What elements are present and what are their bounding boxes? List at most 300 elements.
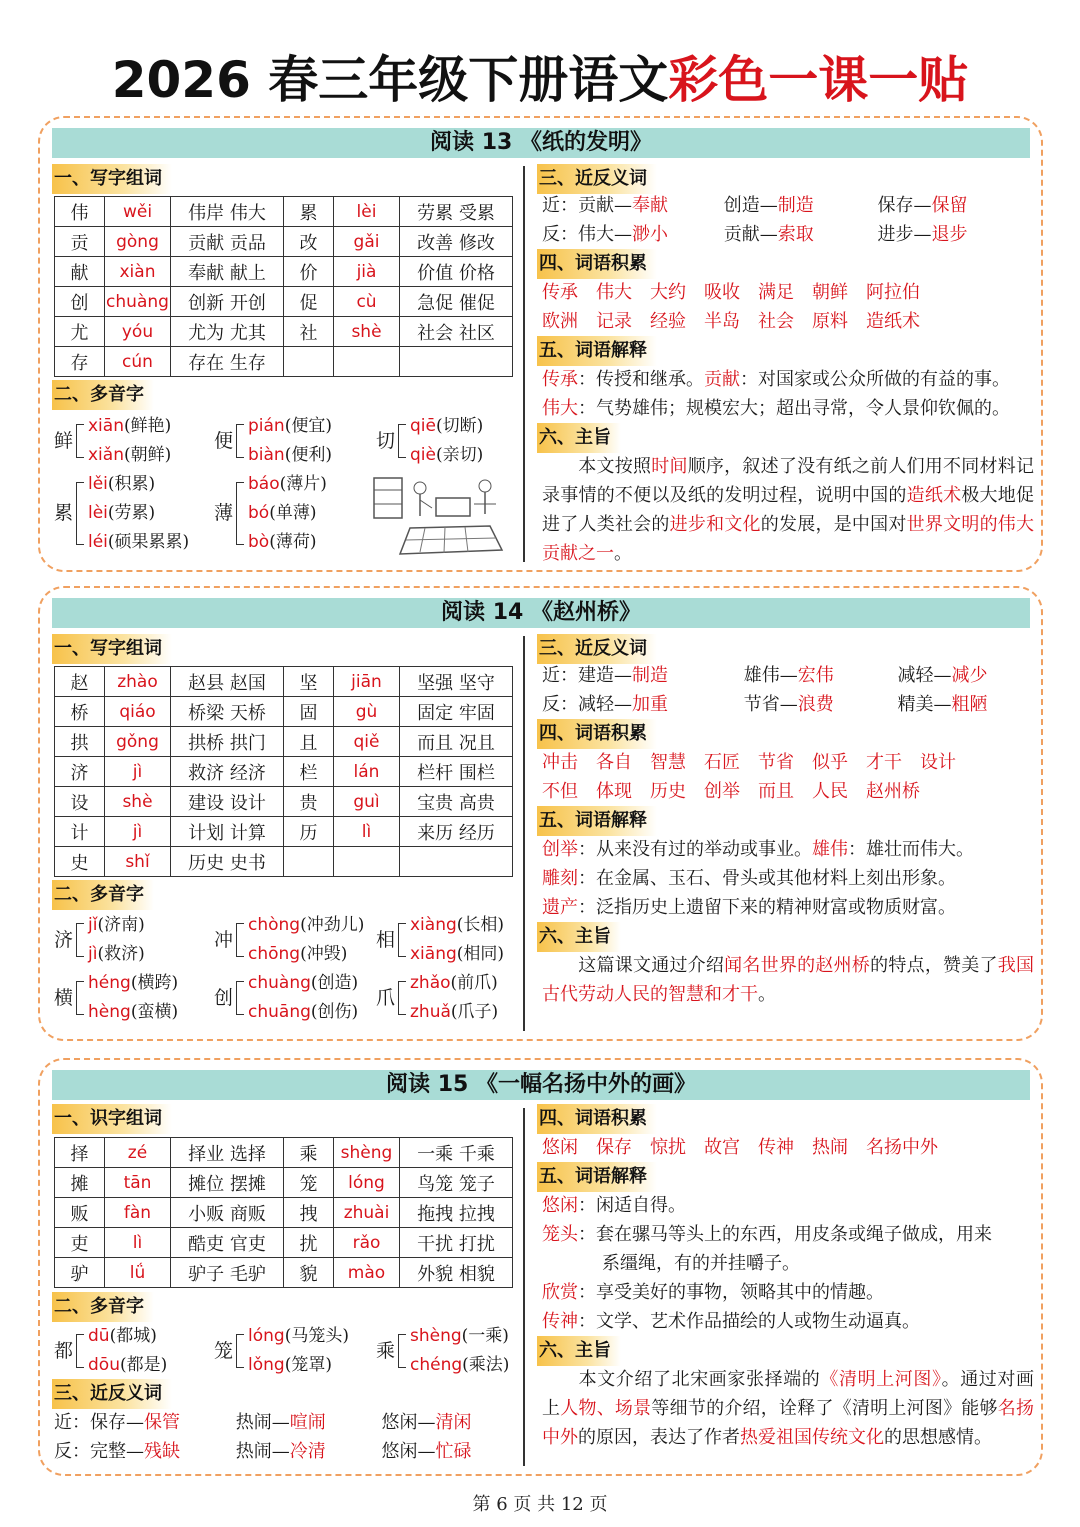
polyphone-reading: [248, 911, 364, 940]
example-word: (朝鲜): [123, 445, 172, 465]
table-row: [55, 1198, 513, 1228]
antonym-words: 反：完整—残缺 热闹—冷清 悠闲—忙碌: [54, 1441, 472, 1462]
polyphone-group: [376, 1322, 546, 1380]
polyphone-group: [376, 412, 546, 470]
pinyin-cell: qiáo: [105, 697, 171, 727]
polyphone-char: 济: [54, 928, 74, 951]
explain-line: 伟大：气势雄伟；规模宏大；超出寻常，令人景仰钦佩的。: [542, 398, 1010, 419]
pinyin-cell: lǘ: [105, 1258, 171, 1288]
pinyin-cell: chuàng: [105, 287, 171, 317]
title-black: 2026 春三年级下册语文: [111, 51, 669, 109]
accumulate-row: [542, 748, 974, 777]
words-cell: 固定 牢固: [400, 697, 513, 727]
char-cell: 价: [284, 257, 334, 287]
char-cell: 貌: [284, 1258, 334, 1288]
table-row: [55, 757, 513, 787]
example-word: (薄荷): [269, 532, 317, 552]
write-table: [54, 1137, 513, 1288]
example-word: (长相): [456, 915, 505, 935]
char-cell: 固: [284, 697, 334, 727]
words-cell: 择业 选择: [171, 1138, 284, 1168]
words-cell: 劳累 受累: [400, 197, 513, 227]
polyphone-reading: [88, 528, 189, 557]
pinyin: hèng: [88, 1002, 131, 1022]
vocab-word: 人民: [812, 781, 848, 802]
vocab-word: 传承: [542, 282, 578, 303]
section-accumulate: 四、词语积累: [537, 719, 657, 749]
char-cell: 社: [284, 317, 334, 347]
title-red: 彩色一课一贴: [668, 51, 969, 109]
words-cell: 干扰 打扰: [400, 1228, 513, 1258]
vocab-word: 名扬中外: [866, 1137, 938, 1158]
write-table: [54, 666, 513, 877]
char-cell: 济: [55, 757, 105, 787]
write-table: [54, 196, 513, 377]
section-polyphone: 二、多音字: [52, 1292, 154, 1322]
pinyin-cell: yóu: [105, 317, 171, 347]
pinyin-cell: zhuài: [334, 1198, 400, 1228]
vocab-word: 石匠: [704, 752, 740, 773]
polyphone-char: 横: [54, 986, 74, 1009]
example-word: (创伤): [310, 1002, 359, 1022]
table-row: [55, 667, 513, 697]
words-cell: 酷吏 官吏: [171, 1228, 284, 1258]
pinyin-cell: [334, 347, 400, 377]
polyphone-reading: [410, 441, 483, 470]
words-cell: 宝贵 高贵: [400, 787, 513, 817]
words-cell: 栏杆 围栏: [400, 757, 513, 787]
pinyin-cell: xiàn: [105, 257, 171, 287]
example-word: (笼罩): [284, 1355, 332, 1375]
vocab-word: 设计: [920, 752, 956, 773]
polyphone-char: 累: [54, 502, 74, 524]
polyphone-reading: [248, 412, 332, 441]
section-explain: 五、词语解释: [537, 806, 657, 836]
vocab-word: 记录: [596, 311, 632, 332]
pinyin-cell: zé: [105, 1138, 171, 1168]
pinyin: chuāng: [248, 1002, 311, 1022]
polyphone-reading: [248, 528, 316, 557]
char-cell: 笼: [284, 1168, 334, 1198]
polyphone-reading: [248, 940, 347, 969]
pinyin-cell: gòng: [105, 227, 171, 257]
example-word: (积累): [107, 474, 156, 494]
lesson-banner: 阅读 14 《赵州桥》: [52, 598, 1030, 628]
char-cell: 赵: [55, 667, 105, 697]
words-cell: 创新 开创: [171, 287, 284, 317]
example-word: (亲切): [435, 445, 484, 465]
vocab-word: 悠闲: [542, 1137, 578, 1158]
brace-icon: [398, 424, 406, 458]
char-cell: 尤: [55, 317, 105, 347]
polyphone-reading: [88, 441, 171, 470]
pinyin-cell: shè: [334, 317, 400, 347]
lesson-banner: 阅读 15 《一幅名扬中外的画》: [52, 1070, 1030, 1100]
pinyin-cell: jì: [105, 817, 171, 847]
polyphone-reading: [248, 470, 327, 499]
pinyin: zhuǎ: [410, 1002, 451, 1022]
polyphone-group: [214, 969, 384, 1027]
vocab-word: 似乎: [812, 752, 848, 773]
vocab-word: 大约: [650, 282, 686, 303]
table-row: [55, 727, 513, 757]
example-word: (都城): [109, 1326, 157, 1346]
polyphone-group: [376, 969, 546, 1027]
vocab-word: 冲击: [542, 752, 578, 773]
words-cell: 救济 经济: [171, 757, 284, 787]
brace-icon: [76, 1334, 84, 1368]
pinyin: chuàng: [248, 973, 311, 993]
char-cell: 促: [284, 287, 334, 317]
polyphone-group: [54, 1322, 224, 1380]
pinyin-cell: fàn: [105, 1198, 171, 1228]
pinyin-cell: lì: [334, 817, 400, 847]
polyphone-char: 乘: [376, 1339, 396, 1362]
vocab-word: 历史: [650, 781, 686, 802]
table-row: [55, 197, 513, 227]
pinyin-cell: lán: [334, 757, 400, 787]
polyphone-reading: [88, 998, 178, 1027]
table-row: [55, 1168, 513, 1198]
accumulate-row: [542, 1133, 956, 1162]
brace-icon: [398, 981, 406, 1015]
antonym-words: 反：减轻—加重 节省—浪费 精美—粗陋: [542, 694, 988, 715]
polyphone-group: [54, 470, 224, 557]
brace-icon: [236, 981, 244, 1015]
pinyin: qiē: [410, 416, 436, 436]
brace-icon: [398, 1334, 406, 1368]
near-words: 近：保存—保管 热闹—喧闹 悠闲—清闲: [54, 1412, 472, 1433]
table-row: [55, 697, 513, 727]
accumulate-row: [542, 307, 938, 336]
polyphone-reading: [88, 940, 145, 969]
pinyin: chéng: [410, 1355, 463, 1375]
section-theme: 六、主旨: [537, 922, 621, 952]
polyphone-reading: [248, 499, 316, 528]
polyphone-reading: [410, 1322, 509, 1351]
table-row: [55, 287, 513, 317]
example-word: (乘法): [462, 1355, 510, 1375]
char-cell: 设: [55, 787, 105, 817]
pinyin-cell: shèng: [334, 1138, 400, 1168]
pinyin-cell: cù: [334, 287, 400, 317]
explain-line: 传神：文学、艺术作品描绘的人或物生动逼真。: [542, 1311, 920, 1332]
words-cell: [400, 847, 513, 877]
pinyin-cell: shǐ: [105, 847, 171, 877]
polyphone-reading: [410, 969, 498, 998]
explain-line: 遗产：泛指历史上遗留下来的精神财富或物质财富。: [542, 897, 956, 918]
table-row: [55, 257, 513, 287]
brace-icon: [398, 923, 406, 957]
char-cell: 计: [55, 817, 105, 847]
explain-line-cont: 系缰绳，有的并挂嚼子。: [602, 1253, 800, 1274]
polyphone-reading: [88, 1351, 167, 1380]
vocab-word: 欧洲: [542, 311, 578, 332]
vocab-word: 朝鲜: [812, 282, 848, 303]
pinyin-cell: guì: [334, 787, 400, 817]
vocab-word: 各自: [596, 752, 632, 773]
vocab-word: 保存: [596, 1137, 632, 1158]
char-cell: 栏: [284, 757, 334, 787]
polyphone-group: [54, 412, 224, 470]
theme-paragraph: 本文介绍了北宋画家张择端的《清明上河图》。通过对画上人物、场景等细节的介绍，诠释了《清明上河图》能够名扬中外的原因，表达了作者热爱祖国传统文化的思想感情。: [542, 1369, 1035, 1448]
char-cell: 伟: [55, 197, 105, 227]
words-cell: 鸟笼 笼子: [400, 1168, 513, 1198]
char-cell: 吏: [55, 1228, 105, 1258]
accumulate-row: [542, 278, 938, 307]
example-word: (便宜): [284, 416, 332, 436]
pinyin-cell: rǎo: [334, 1228, 400, 1258]
pinyin: qiè: [410, 445, 436, 465]
section-write: 一、写字组词: [52, 634, 172, 664]
lesson-banner: 阅读 13 《纸的发明》: [52, 128, 1030, 158]
polyphone-reading: [248, 969, 358, 998]
example-word: (便利): [284, 445, 332, 465]
explain-line: 笼头：套在骡马等头上的东西，用皮条或绳子做成，用来: [542, 1224, 992, 1245]
vocab-word: 半岛: [704, 311, 740, 332]
example-word: (蛮横): [130, 1002, 179, 1022]
pinyin: lǒng: [248, 1355, 285, 1375]
brace-icon: [236, 923, 244, 957]
explain-line: 悠闲：闲适自得。: [542, 1195, 686, 1216]
vocab-word: 节省: [758, 752, 794, 773]
pinyin-cell: zhào: [105, 667, 171, 697]
vocab-word: 伟大: [596, 282, 632, 303]
vocab-word: 智慧: [650, 752, 686, 773]
table-row: [55, 817, 513, 847]
lesson-card-15: [38, 1058, 1043, 1476]
char-cell: 存: [55, 347, 105, 377]
example-word: (鲜艳): [123, 416, 172, 436]
words-cell: 急促 催促: [400, 287, 513, 317]
section-synonym: 三、近反义词: [537, 164, 657, 194]
example-word: (横跨): [130, 973, 179, 993]
brace-icon: [236, 1334, 244, 1368]
table-row: [55, 1258, 513, 1288]
brace-icon: [76, 482, 84, 545]
polyphone-group: [214, 911, 384, 969]
pinyin: lèi: [88, 503, 108, 523]
char-cell: 择: [55, 1138, 105, 1168]
char-cell: 且: [284, 727, 334, 757]
polyphone-char: 便: [214, 429, 234, 452]
vocab-word: 惊扰: [650, 1137, 686, 1158]
pinyin: xiàng: [410, 915, 457, 935]
example-word: (马笼头): [284, 1326, 349, 1346]
words-cell: 历史 史书: [171, 847, 284, 877]
brace-icon: [76, 923, 84, 957]
char-cell: 扰: [284, 1228, 334, 1258]
polyphone-char: 笼: [214, 1339, 234, 1362]
pinyin-cell: gǒng: [105, 727, 171, 757]
section-explain: 五、词语解释: [537, 336, 657, 366]
pinyin: héng: [88, 973, 131, 993]
section-polyphone: 二、多音字: [52, 880, 154, 910]
pinyin: lóng: [248, 1326, 285, 1346]
table-row: [55, 1228, 513, 1258]
section-synonym: 三、近反义词: [537, 634, 657, 664]
words-cell: [400, 347, 513, 377]
pinyin-cell: lóng: [334, 1168, 400, 1198]
section-polyphone: 二、多音字: [52, 380, 154, 410]
accumulate-row: [542, 777, 938, 806]
vocab-word: 故宫: [704, 1137, 740, 1158]
section-write: 一、写字组词: [52, 164, 172, 194]
polyphone-reading: [88, 470, 155, 499]
polyphone-group: [54, 969, 224, 1027]
words-cell: 拱桥 拱门: [171, 727, 284, 757]
pinyin-cell: lèi: [334, 197, 400, 227]
antonym-words: 反：伟大—渺小 贡献—索取 进步—退步: [542, 224, 968, 245]
char-cell: 乘: [284, 1138, 334, 1168]
section-write: 一、识字组词: [52, 1104, 172, 1134]
words-cell: 存在 生存: [171, 347, 284, 377]
near-words: 近：贡献—奉献 创造—制造 保存—保留: [542, 195, 968, 216]
words-cell: 一乘 千乘: [400, 1138, 513, 1168]
brace-icon: [76, 981, 84, 1015]
pinyin-cell: tān: [105, 1168, 171, 1198]
char-cell: 改: [284, 227, 334, 257]
char-cell: 坚: [284, 667, 334, 697]
explain-line: 雕刻：在金属、玉石、骨头或其他材料上刻出形象。: [542, 868, 956, 889]
pinyin: bó: [248, 503, 270, 523]
pinyin: dū: [88, 1326, 110, 1346]
column-divider: [523, 166, 525, 562]
section-accumulate: 四、词语积累: [537, 249, 657, 279]
example-word: (冲毁): [300, 944, 348, 964]
example-word: (爪子): [450, 1002, 499, 1022]
pinyin: báo: [248, 474, 280, 494]
polyphone-char: 相: [376, 928, 396, 951]
words-cell: 伟岸 伟大: [171, 197, 284, 227]
table-row: [55, 787, 513, 817]
words-cell: 计划 计算: [171, 817, 284, 847]
papermaking-illustration-icon: [370, 468, 510, 558]
pinyin-cell: jiān: [334, 667, 400, 697]
vocab-word: 原料: [812, 311, 848, 332]
words-cell: 价值 价格: [400, 257, 513, 287]
example-word: (创造): [310, 973, 359, 993]
vocab-word: 经验: [650, 311, 686, 332]
words-cell: 坚强 坚守: [400, 667, 513, 697]
char-cell: 桥: [55, 697, 105, 727]
pinyin-cell: jì: [105, 757, 171, 787]
char-cell: 累: [284, 197, 334, 227]
polyphone-char: 冲: [214, 928, 234, 951]
vocab-word: 吸收: [704, 282, 740, 303]
table-row: [55, 847, 513, 877]
table-row: [55, 1138, 513, 1168]
example-word: (切断): [435, 416, 484, 436]
words-cell: 外貌 相貌: [400, 1258, 513, 1288]
section-synonym: 三、近反义词: [52, 1379, 172, 1409]
pinyin: léi: [88, 532, 108, 552]
explain-line: 欣赏：享受美好的事物，领略其中的情趣。: [542, 1282, 884, 1303]
char-cell: 贩: [55, 1198, 105, 1228]
example-word: (都是): [119, 1355, 168, 1375]
polyphone-reading: [410, 1351, 509, 1380]
pinyin-cell: gù: [334, 697, 400, 727]
pinyin-cell: [334, 847, 400, 877]
pinyin-cell: wěi: [105, 197, 171, 227]
vocab-word: 社会: [758, 311, 794, 332]
words-cell: 驴子 毛驴: [171, 1258, 284, 1288]
vocab-word: 不但: [542, 781, 578, 802]
example-word: (冲劲儿): [300, 915, 365, 935]
polyphone-char: 鲜: [54, 429, 74, 452]
explain-line: 传承：传授和继承。贡献：对国家或公众所做的有益的事。: [542, 369, 1010, 390]
pinyin: xiǎn: [88, 445, 124, 465]
vocab-word: 才干: [866, 752, 902, 773]
vocab-word: 传神: [758, 1137, 794, 1158]
polyphone-reading: [410, 940, 504, 969]
words-cell: 拖拽 拉拽: [400, 1198, 513, 1228]
pinyin-cell: gǎi: [334, 227, 400, 257]
example-word: (硕果累累): [107, 532, 190, 552]
table-row: [55, 227, 513, 257]
polyphone-reading: [248, 1322, 349, 1351]
polyphone-group: [376, 911, 546, 969]
brace-icon: [236, 424, 244, 458]
polyphone-group: [214, 1322, 384, 1380]
polyphone-reading: [410, 998, 498, 1027]
page-title: [0, 40, 1080, 120]
vocab-word: 赵州桥: [866, 781, 920, 802]
section-explain: 五、词语解释: [537, 1162, 657, 1192]
pinyin-cell: jià: [334, 257, 400, 287]
polyphone-char: 创: [214, 986, 234, 1009]
vocab-word: 阿拉伯: [866, 282, 920, 303]
words-cell: 来历 经历: [400, 817, 513, 847]
char-cell: 献: [55, 257, 105, 287]
example-word: (薄片): [279, 474, 327, 494]
vocab-word: 而且: [758, 781, 794, 802]
polyphone-reading: [88, 969, 178, 998]
pinyin: zhǎo: [410, 973, 451, 993]
lesson-card-14: [38, 586, 1043, 1041]
pinyin: jǐ: [88, 915, 98, 935]
explain-line: 创举：从来没有过的举动或事业。雄伟：雄壮而伟大。: [542, 839, 974, 860]
vocab-word: 创举: [704, 781, 740, 802]
table-row: [55, 317, 513, 347]
table-row: [55, 347, 513, 377]
words-cell: 桥梁 天桥: [171, 697, 284, 727]
pinyin: xiāng: [410, 944, 457, 964]
pinyin-cell: shè: [105, 787, 171, 817]
polyphone-char: 切: [376, 429, 396, 452]
words-cell: 尤为 尤其: [171, 317, 284, 347]
char-cell: [284, 347, 334, 377]
polyphone-group: [54, 911, 224, 969]
polyphone-reading: [88, 1322, 157, 1351]
theme-paragraph: 本文按照时间顺序，叙述了没有纸之前人们用不同材料记录事情的不便以及纸的发明过程，说明中国的造纸术极大地促进了人类社会的进步和文化的发展，是中国对世界文明的伟大贡献之一。: [542, 456, 1035, 564]
brace-icon: [236, 482, 244, 545]
pinyin-cell: lì: [105, 1228, 171, 1258]
words-cell: 小贩 商贩: [171, 1198, 284, 1228]
brace-icon: [76, 424, 84, 458]
near-words: 近：建造—制造 雄伟—宏伟 减轻—减少: [542, 665, 988, 686]
pinyin: pián: [248, 416, 285, 436]
vocab-word: 热闹: [812, 1137, 848, 1158]
example-word: (单薄): [269, 503, 317, 523]
words-cell: 建设 设计: [171, 787, 284, 817]
column-divider: [523, 1108, 525, 1466]
polyphone-char: 爪: [376, 986, 396, 1009]
words-cell: 奉献 献上: [171, 257, 284, 287]
words-cell: 改善 修改: [400, 227, 513, 257]
words-cell: 赵县 赵国: [171, 667, 284, 697]
lesson-card-13: [38, 116, 1043, 572]
